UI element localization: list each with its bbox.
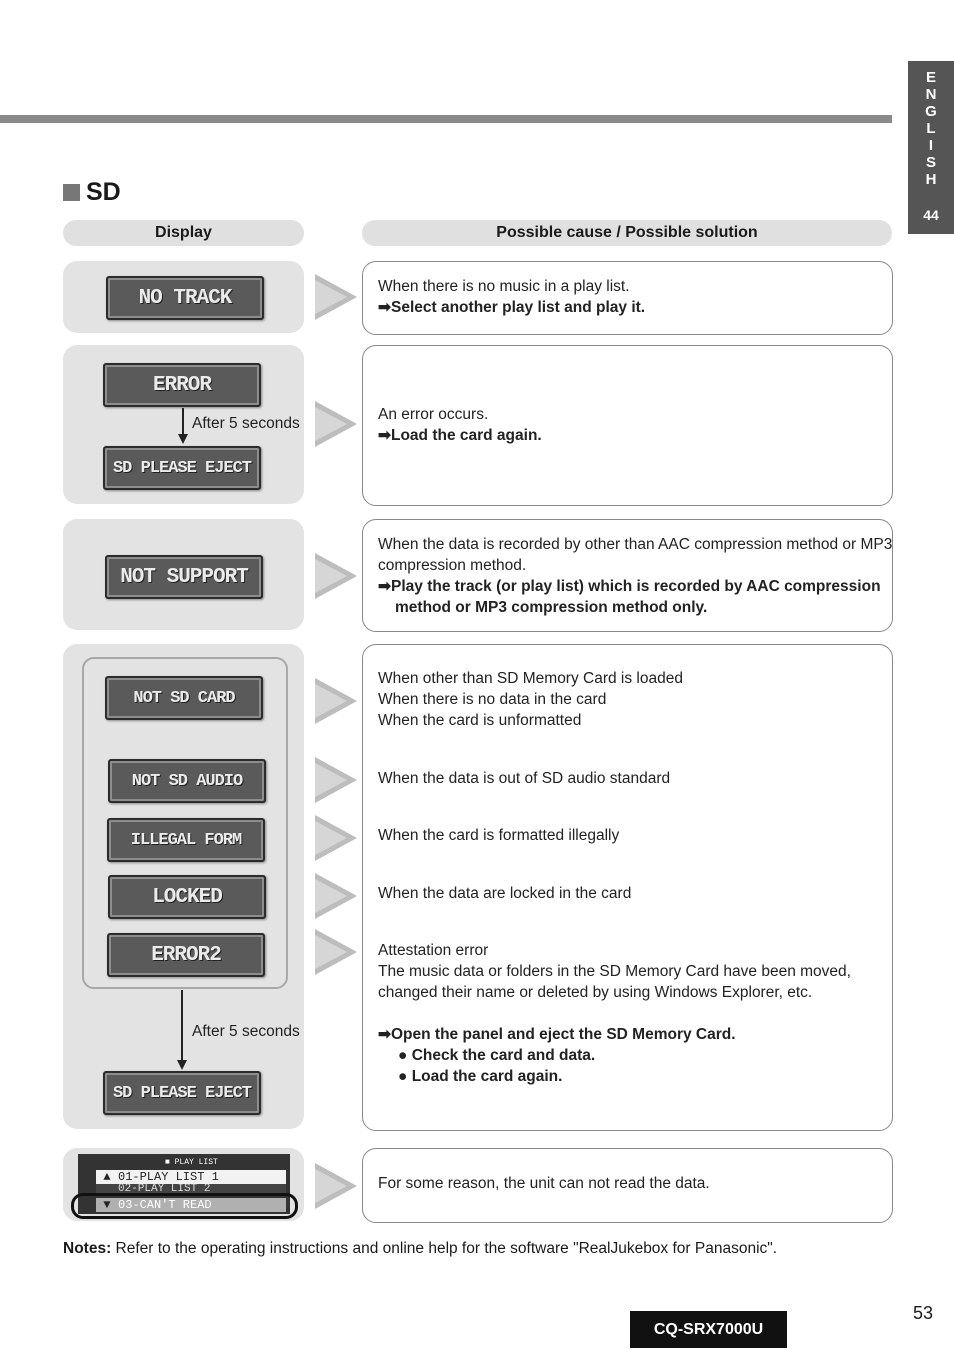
notes-label: Notes: [63, 1240, 112, 1257]
down-arrow-icon: ▼ [103, 1198, 111, 1212]
cause-text-illegal-form: When the card is formatted illegally [378, 827, 620, 844]
bullet-icon: ● [398, 1047, 408, 1064]
solution-line: Play the track (or play list) which is recorded by AAC compression [391, 578, 881, 595]
cause-line: When there is no data in the card [378, 691, 607, 708]
playlist-row: 02-PLAY LIST 2 [96, 1184, 286, 1193]
section-title-text: SD [86, 178, 121, 206]
arrow-right-icon: ➡ [378, 578, 391, 595]
cause-text-error [378, 404, 542, 446]
triangle-arrow-icon [315, 678, 357, 724]
lcd-locked: LOCKED [108, 875, 266, 919]
lang-letter: E [925, 69, 936, 86]
cause-line: compression method. [378, 557, 527, 574]
lang-letter: S [925, 154, 936, 171]
lang-letter: N [925, 86, 937, 103]
cause-line: The music data or folders in the SD Memory Card have been moved, [378, 963, 851, 980]
cause-line: When other than SD Memory Card is loaded [378, 670, 683, 687]
down-arrow-icon [178, 434, 188, 444]
bullet-line: Check the card and data. [411, 1047, 596, 1064]
playlist-row-selected: ▼ 03-CAN'T READ [96, 1198, 286, 1212]
down-arrow-line [182, 408, 184, 436]
triangle-arrow-icon [315, 274, 357, 320]
solution-line: method or MP3 compression method only. [395, 599, 708, 616]
cause-text-cant-read: For some reason, the unit can not read the data. [378, 1175, 710, 1192]
arrow-right-icon: ➡ [378, 427, 391, 444]
cause-text-not-support [378, 534, 892, 618]
cause-text-not-sd-card [378, 668, 683, 731]
lcd-not-sd-card: NOT SD CARD [105, 676, 263, 720]
language-tab [908, 61, 954, 234]
triangle-arrow-icon [315, 929, 357, 975]
bullet-line: Load the card again. [411, 1068, 563, 1085]
cause-text-no-track [378, 276, 645, 318]
lcd-sd-please-eject: SD PLEASE EJECT [103, 1071, 261, 1115]
lcd-not-support: NOT SUPPORT [105, 555, 263, 599]
lang-letter: G [925, 103, 937, 120]
playlist-title: ■ PLAY LIST [165, 1158, 218, 1167]
cause-text-error2 [378, 940, 851, 1087]
lcd-sd-please-eject: SD PLEASE EJECT [103, 446, 261, 490]
lcd-no-track: NO TRACK [106, 276, 264, 320]
lang-letter: L [926, 120, 936, 137]
arrow-right-icon: ➡ [378, 299, 391, 316]
playlist-row: ▲ 01-PLAY LIST 1 [96, 1170, 286, 1184]
top-rule [0, 115, 892, 123]
notes-text: Refer to the operating instructions and online help for the software "RealJukebox for Panasonic". [115, 1240, 778, 1257]
lcd-not-sd-audio: NOT SD AUDIO [108, 759, 266, 803]
lang-letter: H [925, 171, 937, 188]
cause-line: When the card is unformatted [378, 712, 582, 729]
triangle-arrow-icon [315, 873, 357, 919]
down-arrow-line [181, 990, 183, 1062]
cause-line: When there is no music in a play list. [378, 278, 630, 295]
cause-line: When the data is recorded by other than AAC compression method or MP3 [378, 536, 893, 553]
cause-header: Possible cause / Possible solution [362, 220, 892, 246]
language-tab-page: 44 [923, 207, 939, 223]
cause-text-not-sd-audio: When the data is out of SD audio standard [378, 770, 671, 787]
down-arrow-icon [177, 1060, 187, 1070]
solution-line: Select another play list and play it. [391, 299, 646, 316]
triangle-arrow-icon [315, 757, 357, 803]
highlight-oval [71, 1193, 298, 1219]
after-label: After 5 seconds [192, 1023, 300, 1040]
notes [63, 1240, 777, 1258]
solution-line: Load the card again. [391, 427, 542, 444]
bullet-icon: ● [398, 1068, 408, 1085]
lcd-error: ERROR [103, 363, 261, 407]
square-bullet-icon [63, 184, 80, 201]
up-arrow-icon: ▲ [103, 1170, 111, 1184]
lcd-illegal-form: ILLEGAL FORM [107, 818, 265, 862]
solution-line: Open the panel and eject the SD Memory Card. [391, 1026, 736, 1043]
display-header: Display [63, 220, 304, 246]
model-badge: CQ-SRX7000U [630, 1311, 787, 1348]
triangle-arrow-icon [315, 1163, 357, 1209]
cause-line: changed their name or deleted by using Windows Explorer, etc. [378, 984, 813, 1001]
triangle-arrow-icon [315, 553, 357, 599]
arrow-right-icon: ➡ [378, 1026, 391, 1043]
lang-letter: I [928, 137, 934, 154]
cause-line: An error occurs. [378, 406, 489, 423]
after-label: After 5 seconds [192, 415, 300, 432]
cause-text-locked: When the data are locked in the card [378, 885, 632, 902]
triangle-arrow-icon [315, 401, 357, 447]
page-number: 53 [913, 1303, 934, 1323]
cause-line: Attestation error [378, 942, 489, 959]
section-title [63, 178, 121, 207]
lcd-error2: ERROR2 [107, 933, 265, 977]
triangle-arrow-icon [315, 815, 357, 861]
